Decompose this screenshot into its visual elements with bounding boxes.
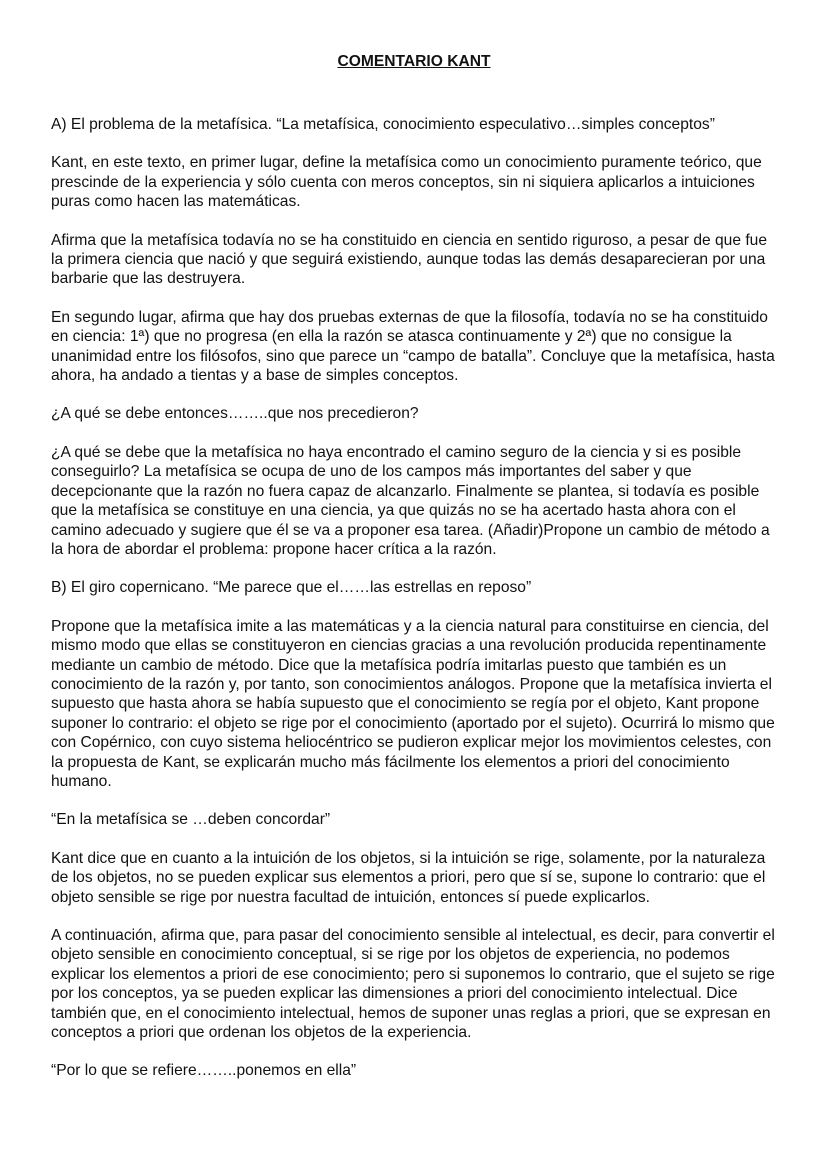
paragraph: Kant, en este texto, en primer lugar, define la metafísica como un conocimiento puramente teórico, que prescinde de la experiencia y sólo cuenta con meros conceptos, sin ni siquiera aplicarlos a intuiciones puras como hacen las matemáticas.	[51, 154, 762, 211]
quote-heading: “Por lo que se refiere……..ponemos en ella”	[51, 1062, 357, 1080]
section-b-heading: B) El giro copernicano. “Me parece que el……las estrellas en reposo”	[51, 579, 532, 597]
paragraph: Kant dice que en cuanto a la intuición de los objetos, si la intuición se rige, solamente, por la naturaleza de los objetos, no se pueden explicar sus elementos a priori, pero que sí se, supone lo contrario: que el objeto sensible se rige por nuestra facultad de intuición, entonces sí puede explicarlos.	[51, 849, 766, 906]
quote-heading: ¿A qué se debe entonces……..que nos precedieron?	[51, 405, 419, 423]
document-title: COMENTARIO KANT	[337, 53, 491, 70]
paragraph: En segundo lugar, afirma que hay dos pruebas externas de que la filosofía, todavía no se ha constituido en ciencia: 1ª) que no progresa (en ella la razón se atasca continuamente y 2ª) que no consigue la unanimidad entre los filósofos, sino que parece un “campo de batalla”. Concluye que la metafísica, hasta ahora, ha andado a tientas y a base de simples conceptos.	[51, 308, 775, 385]
section-a-heading: A) El problema de la metafísica. “La metafísica, conocimiento especulativo…simples conceptos”	[51, 116, 715, 133]
quote-heading: “En la metafísica se …deben concordar”	[51, 811, 331, 829]
paragraph: A continuación, afirma que, para pasar del conocimiento sensible al intelectual, es decir, para convertir el objeto sensible en conocimiento conceptual, si se rige por los objetos de experiencia, no podemos explicar los elementos a priori de ese conocimiento; pero si suponemos lo contrario, que el sujeto se rige por los conceptos, ya se pueden explicar las dimensiones a priori del conocimiento intelectual. Dice también que, en el conocimiento intelectual, hemos de suponer unas reglas a priori, que se expresan en conceptos a priori que ordenan los objetos de la experiencia.	[51, 927, 775, 1042]
document-body	[51, 115, 781, 1100]
paragraph: ¿A qué se debe que la metafísica no haya encontrado el camino seguro de la ciencia y si es posible conseguirlo? La metafísica se ocupa de uno de los campos más importantes del saber y que decepcionante que la razón no fuera capaz de alcanzarlo. Finalmente se plantea, si todavía es posible que la metafísica se constituye en una ciencia, ya que quizás no se ha acertado hasta ahora con el camino adecuado y sugiere que él se va a proponer esa tarea. (Añadir)Propone un cambio de método a la hora de abordar el problema: propone hacer crítica a la razón.	[51, 443, 770, 558]
paragraph: Afirma que la metafísica todavía no se ha constituido en ciencia en sentido riguroso, a pesar de que fue la primera ciencia que nació y que seguirá existiendo, aunque todas las demás desaparecieran por una barbarie que las destruyera.	[51, 231, 768, 288]
paragraph: Propone que la metafísica imite a las matemáticas y a la ciencia natural para constituirse en ciencia, del mismo modo que ellas se constituyeron en ciencias gracias a una revolución producida repentinamente mediante un cambio de método. Dice que la metafísica podría imitarlas puesto que también es un conocimiento de la razón y, por tanto, son conocimientos análogos. Propone que la metafísica invierta el supuesto que hasta ahora se había supuesto que el conocimiento se regía por el objeto, Kant propone suponer lo contrario: el objeto se rige por el conocimiento (aportado por el sujeto). Ocurrirá lo mismo que con Copérnico, con cuyo sistema heliocéntrico se pudieron explicar mejor los movimientos celestes, con la propuesta de Kant, se explicarán mucho más fácilmente los elementos a priori del conocimiento humano.	[51, 617, 775, 790]
